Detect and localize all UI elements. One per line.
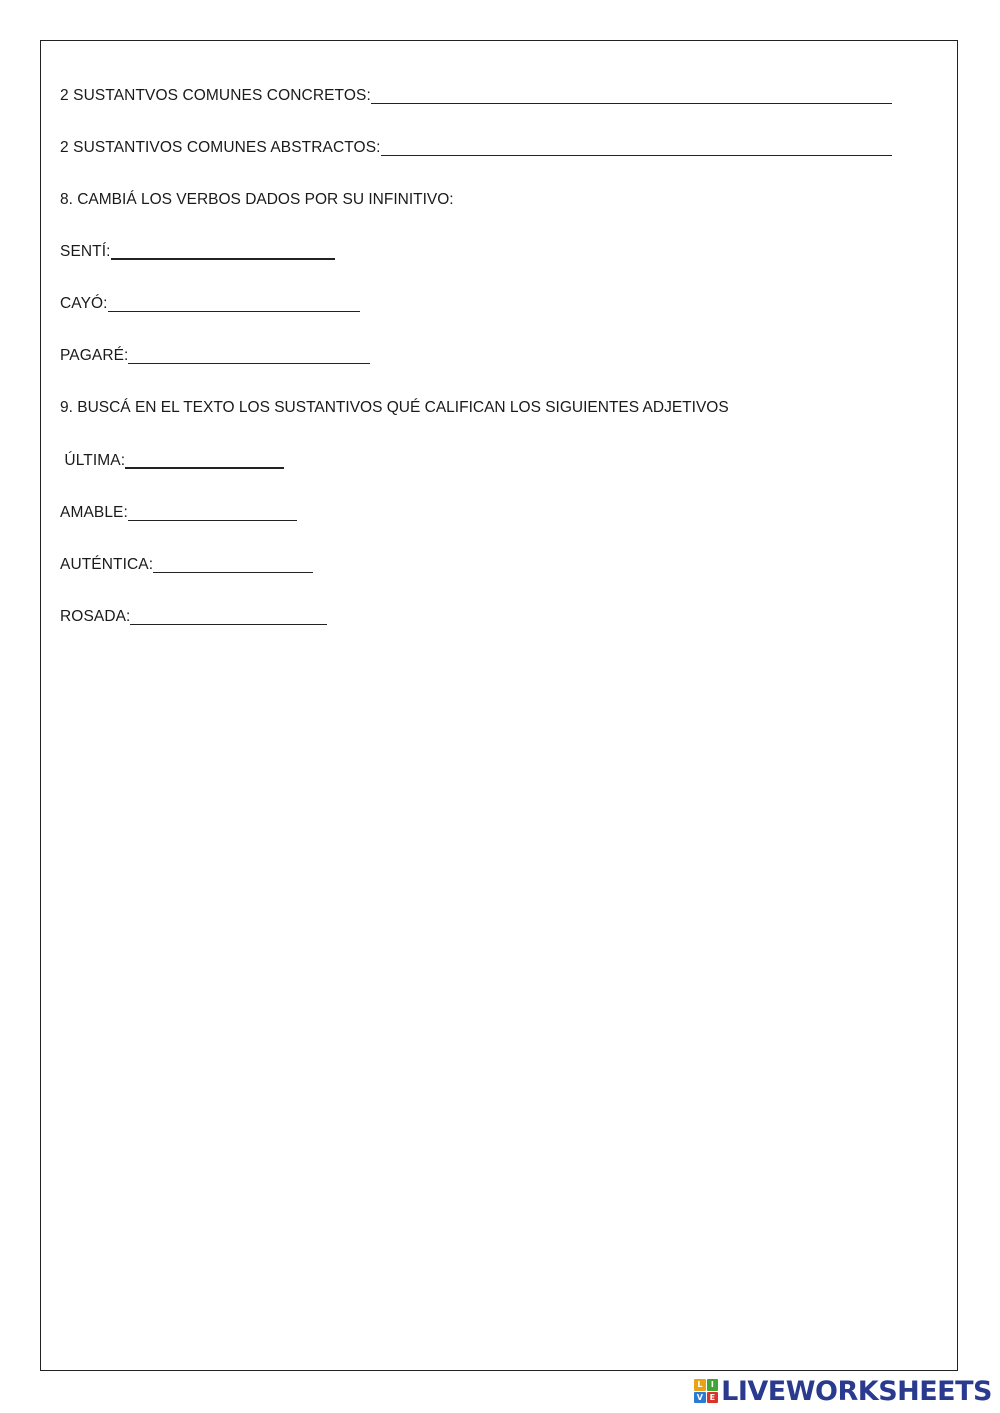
q8-item-label: PAGARÉ:	[60, 347, 129, 364]
page-border	[40, 40, 958, 1371]
q9-item-label: ÚLTIMA:	[60, 452, 126, 469]
q9-item-label: AUTÉNTICA:	[60, 556, 154, 573]
q9-item-ultima	[60, 450, 284, 472]
question-abstractos	[60, 137, 892, 159]
q8-item-cayo	[60, 293, 360, 315]
answer-amable-input[interactable]	[128, 506, 297, 521]
q9-item-autentica	[60, 554, 313, 576]
q8-item-label: SENTÍ:	[60, 243, 111, 260]
q8-item-senti	[60, 241, 335, 263]
answer-cayo-input[interactable]	[108, 297, 360, 312]
q9-item-amable	[60, 502, 297, 524]
question-concretos-label: 2 SUSTANTVOS COMUNES CONCRETOS:	[60, 87, 371, 104]
question-8-heading: 8. CAMBIÁ LOS VERBOS DADOS POR SU INFINITIVO:	[60, 191, 454, 208]
q9-item-rosada	[60, 606, 327, 628]
answer-senti-input[interactable]	[111, 244, 335, 260]
liveworksheets-logo[interactable]	[694, 1373, 992, 1409]
answer-ultima-input[interactable]	[125, 453, 284, 469]
question-abstractos-label: 2 SUSTANTIVOS COMUNES ABSTRACTOS:	[60, 139, 381, 156]
q8-item-pagare	[60, 345, 370, 367]
answer-rosada-input[interactable]	[130, 610, 327, 625]
logo-letter: E	[707, 1392, 719, 1404]
answer-concretos-input[interactable]	[371, 89, 892, 104]
question-9-heading: 9. BUSCÁ EN EL TEXTO LOS SUSTANTIVOS QUÉ CALIFICAN LOS SIGUIENTES ADJETIVOS	[60, 399, 729, 416]
logo-letter: I	[707, 1379, 719, 1391]
logo-letter: V	[694, 1392, 706, 1404]
answer-abstractos-input[interactable]	[381, 141, 892, 156]
q9-item-label: AMABLE:	[60, 504, 128, 521]
answer-autentica-input[interactable]	[153, 558, 313, 573]
q9-item-label: ROSADA:	[60, 608, 131, 625]
brand-name: LIVEWORKSHEETS	[721, 1375, 992, 1407]
logo-letter: L	[694, 1379, 706, 1391]
live-logo-icon	[694, 1379, 718, 1403]
q8-item-label: CAYÓ:	[60, 295, 108, 312]
question-concretos	[60, 85, 892, 107]
answer-pagare-input[interactable]	[128, 349, 370, 364]
